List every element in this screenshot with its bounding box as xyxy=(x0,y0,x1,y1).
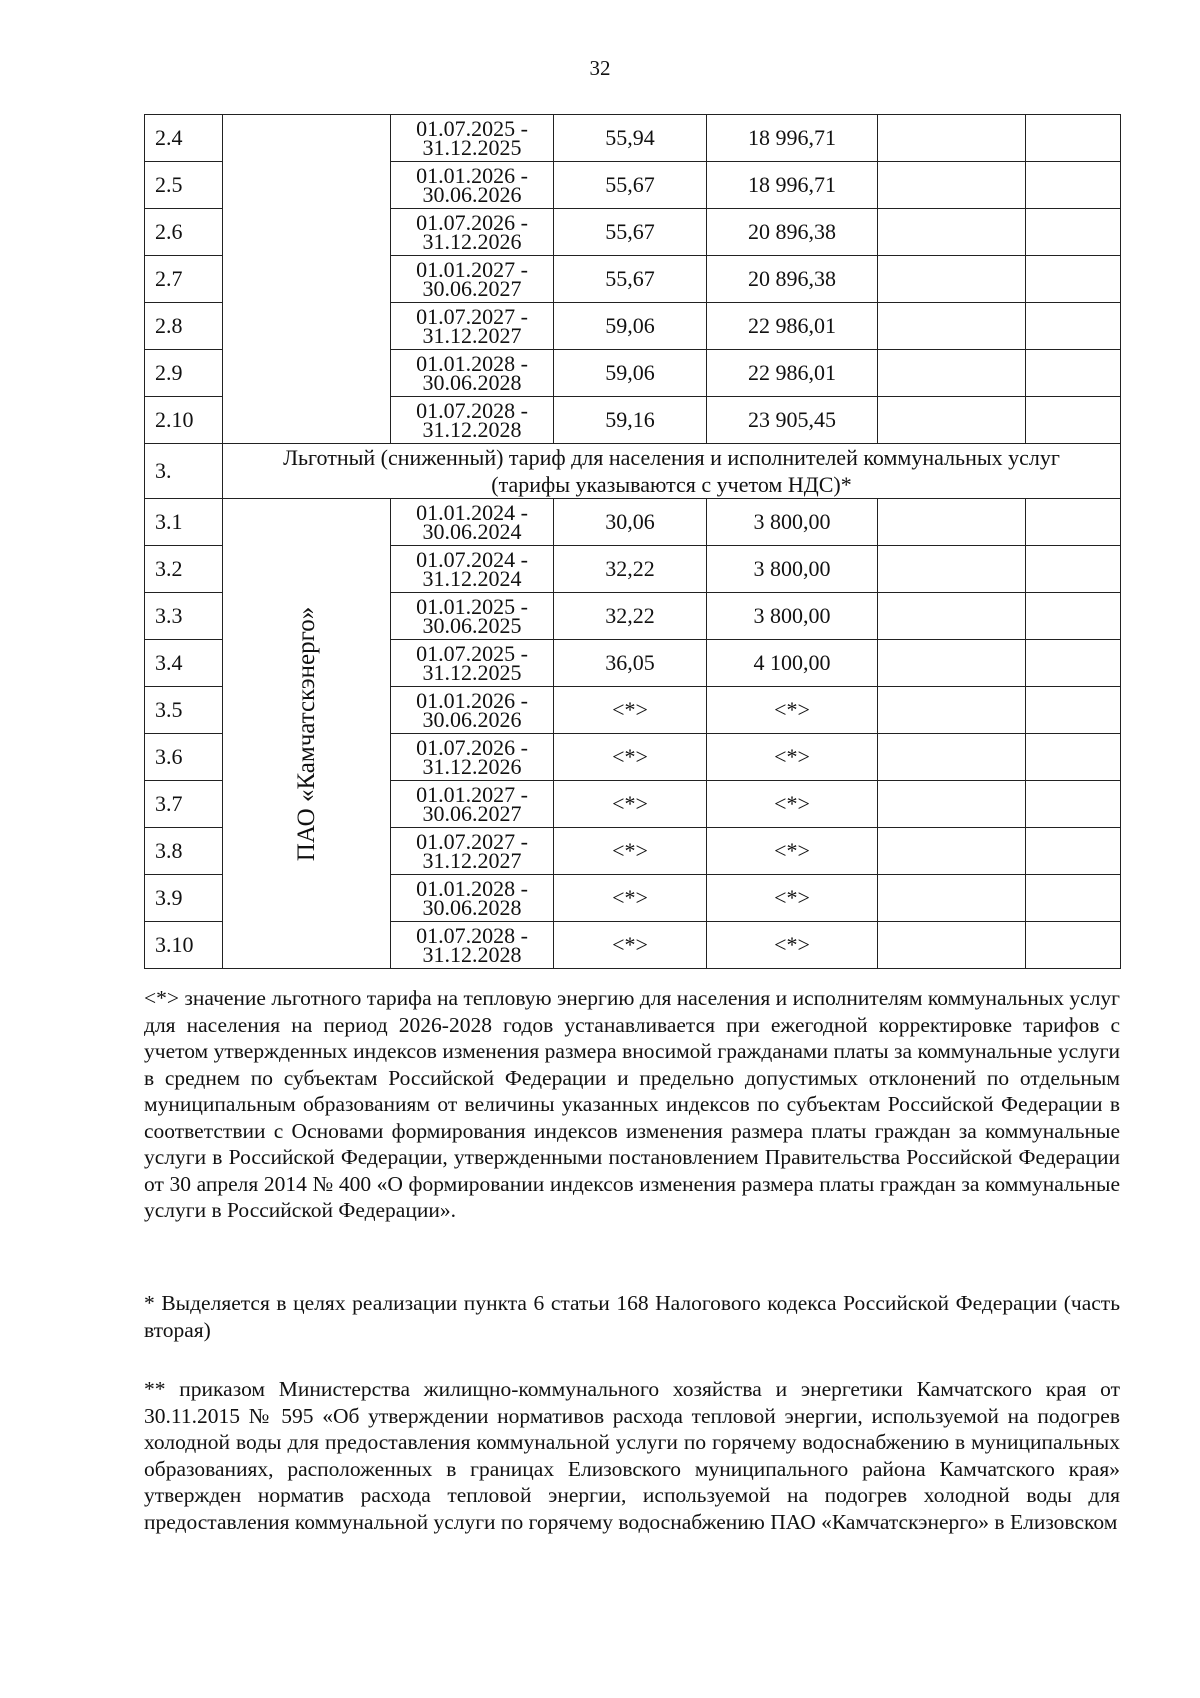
row-number: 3.2 xyxy=(145,546,223,593)
tariff-value-1: <*> xyxy=(554,875,707,922)
empty-cell-1 xyxy=(878,734,1026,781)
tariff-table-body xyxy=(145,115,1121,969)
tariff-value-1: 36,05 xyxy=(554,640,707,687)
row-number: 2.10 xyxy=(145,397,223,444)
table-row xyxy=(145,115,1121,162)
footnote-asterisk-bracket-text: <*> значение льготного тарифа на тепловую энергию для населения и исполнителям коммунальных услуг для населения на период 2026-2028 годов устанавливается при ежегодной корректировке тарифов с учетом утвержденных индексов изменения размера вносимой гражданами платы за коммунальные услуги в среднем по субъектам Российской Федерации и предельно допустимых отклонений по отдельным муниципальным образованиям от величины указанных индексов по субъектам Российской Федерации в соответствии с Основами формирования индексов изменения размера платы граждан за коммунальные услуги в Российской Федерации, утвержденными постановлением Правительства Российской Федерации от 30 апреля 2014 № 400 «О формировании индексов изменения размера платы граждан за коммунальные услуги в Российской Федерации». xyxy=(144,986,1120,1222)
tariff-value-2: 4 100,00 xyxy=(707,640,878,687)
empty-cell-2 xyxy=(1026,687,1121,734)
tariff-value-2: 3 800,00 xyxy=(707,546,878,593)
row-number: 2.9 xyxy=(145,350,223,397)
empty-cell-2 xyxy=(1026,593,1121,640)
period-end: 31.12.2027 xyxy=(422,323,522,348)
empty-cell-2 xyxy=(1026,303,1121,350)
period-end: 31.12.2025 xyxy=(422,660,522,685)
period-cell xyxy=(391,687,554,734)
empty-cell-2 xyxy=(1026,256,1121,303)
tariff-value-2: 20 896,38 xyxy=(707,256,878,303)
period-start: 01.01.2026 - xyxy=(416,163,528,188)
period-start: 01.07.2025 - xyxy=(416,641,528,666)
period-cell xyxy=(391,640,554,687)
footnote-single-asterisk-text: * Выделяется в целях реализации пункта 6 статьи 168 Налогового кодекса Российской Федерации (часть вторая) xyxy=(144,1291,1120,1342)
period-cell xyxy=(391,162,554,209)
row-number: 3.6 xyxy=(145,734,223,781)
tariff-value-1: 32,22 xyxy=(554,593,707,640)
period-cell xyxy=(391,115,554,162)
period-start: 01.01.2028 - xyxy=(416,351,528,376)
period-end: 30.06.2025 xyxy=(422,613,522,638)
section-title-line1: Льготный (сниженный) тариф для населения и исполнителей коммунальных услуг xyxy=(283,445,1060,470)
empty-cell-1 xyxy=(878,546,1026,593)
tariff-value-1: 30,06 xyxy=(554,499,707,546)
period-cell xyxy=(391,397,554,444)
row-number: 3.7 xyxy=(145,781,223,828)
table-row xyxy=(145,499,1121,546)
period-end: 30.06.2027 xyxy=(422,276,522,301)
period-cell xyxy=(391,546,554,593)
tariff-value-2: 3 800,00 xyxy=(707,499,878,546)
tariff-table xyxy=(144,114,1121,969)
empty-cell-2 xyxy=(1026,546,1121,593)
period-end: 30.06.2027 xyxy=(422,801,522,826)
period-start: 01.07.2024 - xyxy=(416,547,528,572)
row-number: 3.1 xyxy=(145,499,223,546)
empty-cell-2 xyxy=(1026,828,1121,875)
empty-cell-1 xyxy=(878,828,1026,875)
period-cell xyxy=(391,875,554,922)
row-number: 3.5 xyxy=(145,687,223,734)
empty-cell-2 xyxy=(1026,115,1121,162)
tariff-value-2: 18 996,71 xyxy=(707,115,878,162)
period-cell xyxy=(391,781,554,828)
empty-cell-1 xyxy=(878,922,1026,969)
empty-cell-1 xyxy=(878,209,1026,256)
tariff-value-1: 55,67 xyxy=(554,162,707,209)
empty-cell-1 xyxy=(878,162,1026,209)
period-start: 01.01.2026 - xyxy=(416,688,528,713)
empty-cell-2 xyxy=(1026,350,1121,397)
period-end: 31.12.2028 xyxy=(422,942,522,967)
period-cell xyxy=(391,350,554,397)
empty-cell-2 xyxy=(1026,397,1121,444)
section-number: 3. xyxy=(145,444,223,499)
row-number: 2.7 xyxy=(145,256,223,303)
footnote-double-asterisk-text: ** приказом Министерства жилищно-коммунального хозяйства и энергетики Камчатского края от 30.11.2015 № 595 «Об утверждении нормативов расхода тепловой энергии, используемой на подогрев холодной воды для предоставления коммунальной услуги по горячему водоснабжению в муниципальных образованиях, расположенных в границах Елизовского муниципального района Камчатского края» утвержден норматив расхода тепловой энергии, используемой на подогрев холодной воды для предоставления коммунальной услуги по горячему водоснабжению ПАО «Камчатскэнерго» в Елизовском xyxy=(144,1377,1120,1534)
period-start: 01.01.2025 - xyxy=(416,594,528,619)
period-cell xyxy=(391,922,554,969)
period-start: 01.07.2027 - xyxy=(416,304,528,329)
tariff-value-1: 59,16 xyxy=(554,397,707,444)
empty-cell-1 xyxy=(878,303,1026,350)
period-start: 01.01.2027 - xyxy=(416,782,528,807)
empty-cell-1 xyxy=(878,397,1026,444)
footnote-single-asterisk xyxy=(144,1290,1120,1343)
tariff-value-1: 32,22 xyxy=(554,546,707,593)
footnote-asterisk-bracket xyxy=(144,985,1120,1224)
tariff-value-2: <*> xyxy=(707,781,878,828)
period-end: 31.12.2026 xyxy=(422,754,522,779)
tariff-value-1: 59,06 xyxy=(554,350,707,397)
section-header-row xyxy=(145,444,1121,499)
row-number: 3.9 xyxy=(145,875,223,922)
tariff-value-2: <*> xyxy=(707,734,878,781)
period-start: 01.01.2027 - xyxy=(416,257,528,282)
section-title-line2: (тарифы указываются с учетом НДС)* xyxy=(491,472,852,497)
empty-cell-2 xyxy=(1026,922,1121,969)
empty-cell-1 xyxy=(878,256,1026,303)
tariff-value-2: 22 986,01 xyxy=(707,350,878,397)
period-cell xyxy=(391,828,554,875)
tariff-value-2: 3 800,00 xyxy=(707,593,878,640)
row-number: 2.6 xyxy=(145,209,223,256)
period-start: 01.01.2028 - xyxy=(416,876,528,901)
period-start: 01.01.2024 - xyxy=(416,500,528,525)
period-start: 01.07.2027 - xyxy=(416,829,528,854)
empty-cell-2 xyxy=(1026,640,1121,687)
tariff-value-2: <*> xyxy=(707,687,878,734)
period-end: 31.12.2025 xyxy=(422,135,522,160)
period-cell xyxy=(391,593,554,640)
tariff-value-2: 22 986,01 xyxy=(707,303,878,350)
organization-cell xyxy=(223,499,391,969)
empty-cell-2 xyxy=(1026,781,1121,828)
period-end: 31.12.2024 xyxy=(422,566,522,591)
period-cell xyxy=(391,734,554,781)
empty-cell-2 xyxy=(1026,875,1121,922)
row-number: 2.4 xyxy=(145,115,223,162)
page-number: 32 xyxy=(589,56,611,80)
empty-cell-1 xyxy=(878,875,1026,922)
period-cell xyxy=(391,499,554,546)
period-end: 31.12.2028 xyxy=(422,417,522,442)
period-cell xyxy=(391,256,554,303)
tariff-value-2: <*> xyxy=(707,875,878,922)
organization-cell-blank xyxy=(223,115,391,444)
period-start: 01.07.2025 - xyxy=(416,116,528,141)
period-start: 01.07.2028 - xyxy=(416,923,528,948)
period-end: 30.06.2028 xyxy=(422,370,522,395)
empty-cell-1 xyxy=(878,781,1026,828)
empty-cell-1 xyxy=(878,593,1026,640)
empty-cell-2 xyxy=(1026,162,1121,209)
tariff-value-1: <*> xyxy=(554,922,707,969)
row-number: 3.8 xyxy=(145,828,223,875)
tariff-value-1: <*> xyxy=(554,687,707,734)
empty-cell-1 xyxy=(878,640,1026,687)
row-number: 2.8 xyxy=(145,303,223,350)
tariff-value-2: 23 905,45 xyxy=(707,397,878,444)
period-cell xyxy=(391,209,554,256)
tariff-value-2: 20 896,38 xyxy=(707,209,878,256)
row-number: 3.10 xyxy=(145,922,223,969)
period-start: 01.07.2026 - xyxy=(416,210,528,235)
period-end: 30.06.2024 xyxy=(422,519,522,544)
tariff-value-1: 55,94 xyxy=(554,115,707,162)
row-number: 2.5 xyxy=(145,162,223,209)
tariff-value-2: <*> xyxy=(707,922,878,969)
period-end: 31.12.2026 xyxy=(422,229,522,254)
period-start: 01.07.2026 - xyxy=(416,735,528,760)
section-title xyxy=(223,444,1121,499)
empty-cell-2 xyxy=(1026,734,1121,781)
organization-name: ПАО «Камчатскэнерго» xyxy=(292,606,320,861)
tariff-value-1: <*> xyxy=(554,781,707,828)
tariff-value-1: <*> xyxy=(554,734,707,781)
empty-cell-2 xyxy=(1026,209,1121,256)
tariff-value-2: <*> xyxy=(707,828,878,875)
row-number: 3.4 xyxy=(145,640,223,687)
period-end: 30.06.2026 xyxy=(422,182,522,207)
period-cell xyxy=(391,303,554,350)
empty-cell-1 xyxy=(878,499,1026,546)
empty-cell-2 xyxy=(1026,499,1121,546)
period-end: 30.06.2028 xyxy=(422,895,522,920)
period-end: 31.12.2027 xyxy=(422,848,522,873)
tariff-value-1: <*> xyxy=(554,828,707,875)
empty-cell-1 xyxy=(878,350,1026,397)
row-number: 3.3 xyxy=(145,593,223,640)
tariff-value-1: 55,67 xyxy=(554,256,707,303)
tariff-value-1: 59,06 xyxy=(554,303,707,350)
empty-cell-1 xyxy=(878,687,1026,734)
footnote-double-asterisk xyxy=(144,1376,1120,1535)
period-end: 30.06.2026 xyxy=(422,707,522,732)
tariff-value-2: 18 996,71 xyxy=(707,162,878,209)
period-start: 01.07.2028 - xyxy=(416,398,528,423)
empty-cell-1 xyxy=(878,115,1026,162)
tariff-value-1: 55,67 xyxy=(554,209,707,256)
